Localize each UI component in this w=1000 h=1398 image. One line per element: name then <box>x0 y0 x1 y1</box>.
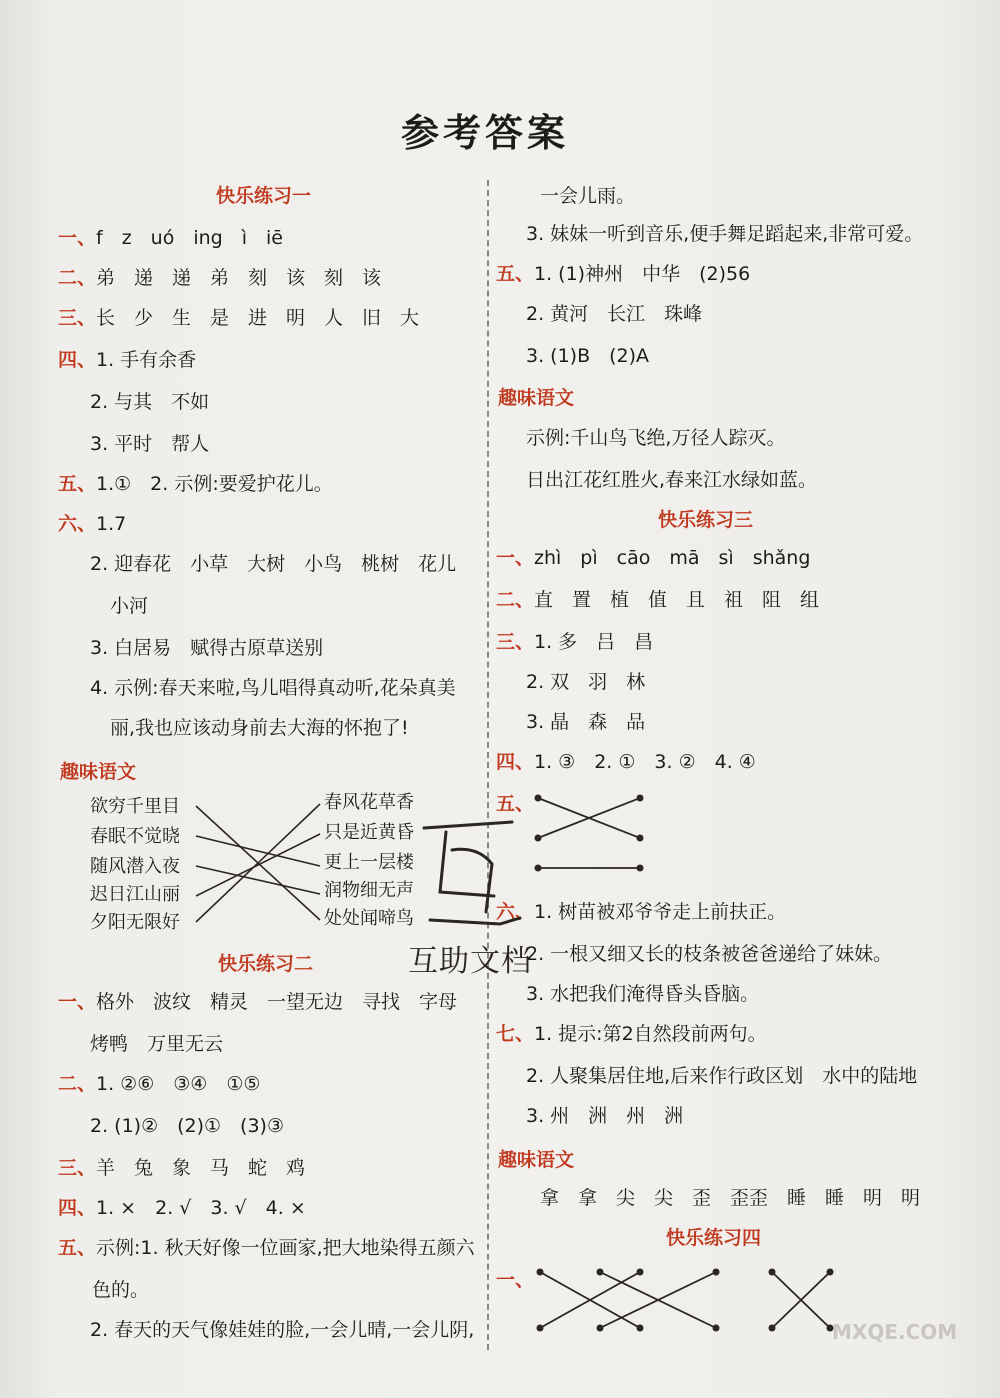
poem-right-line: 春风花草香 <box>324 792 414 813</box>
ex3-heading: 快乐练习三 <box>658 509 754 531</box>
ex2-heading: 快乐练习二 <box>218 953 314 975</box>
answer-line: 一、 <box>496 1269 535 1291</box>
poem-matching-lines <box>196 804 320 922</box>
answer-line: 3. 妹妹一听到音乐,便手舞足蹈起来,非常可爱。 <box>526 223 924 245</box>
ex1-heading: 快乐练习一 <box>216 185 312 207</box>
answer-line: 2. 与其 不如 <box>90 391 210 413</box>
poem-right-line: 处处闻啼鸟 <box>324 908 414 929</box>
answer-line: 七、1. 提示:第2自然段前两句。 <box>496 1023 767 1045</box>
answer-line: 四、1. 手有余香 <box>58 349 197 371</box>
answer-line: 2. (1)② (2)① (3)③ <box>90 1115 285 1137</box>
ex4-matching-lines <box>540 1272 830 1328</box>
answer-line: 五、1.① 2. 示例:要爱护花儿。 <box>58 473 333 495</box>
answer-line: 一、f z uó ing ì iē <box>58 227 283 249</box>
answer-line: 六、1.7 <box>58 513 127 535</box>
answer-line: 烤鸭 万里无云 <box>90 1033 224 1055</box>
answer-line: 2. 黄河 长江 珠峰 <box>526 303 703 325</box>
answer-line: 3. (1)B (2)A <box>526 345 650 367</box>
answer-line: 一会儿雨。 <box>540 185 636 207</box>
answer-line: 三、1. 多 吕 昌 <box>496 631 654 653</box>
answer-line: 一、zhì pì cāo mā sì shǎng <box>496 547 811 569</box>
answer-line: 拿 拿 尖 尖 歪 歪歪 睡 睡 明 明 <box>540 1187 921 1209</box>
answer-line: 3. 白居易 赋得古原草送别 <box>90 637 324 659</box>
handwritten-stamp-glyph <box>424 822 520 924</box>
answer-line: 日出江花红胜火,春来江水绿如蓝。 <box>526 469 818 491</box>
ex4-heading: 快乐练习四 <box>666 1227 762 1249</box>
answer-line: 丽,我也应该动身前去大海的怀抱了! <box>110 717 409 739</box>
answer-line: 2. 迎春花 小草 大树 小鸟 桃树 花儿 <box>90 553 457 575</box>
fun-chinese-heading: 趣味语文 <box>60 761 137 783</box>
poem-right-line: 润物细无声 <box>324 880 414 901</box>
poem-left-line: 春眠不觉晓 <box>90 826 180 847</box>
poem-right-line: 只是近黄昏 <box>324 822 414 843</box>
answer-line: 2. 人聚集居住地,后来作行政区划 水中的陆地 <box>526 1065 918 1087</box>
answer-line: 六、1. 树苗被邓爷爷走上前扶正。 <box>496 901 787 923</box>
answer-line: 3. 平时 帮人 <box>90 433 210 455</box>
poem-left-line: 欲穷千里目 <box>90 796 180 817</box>
answer-line: 2. 一根又细又长的枝条被爸爸递给了妹妹。 <box>526 943 893 965</box>
answer-line: 3. 州 洲 州 洲 <box>526 1105 684 1127</box>
page-title: 参考答案 <box>400 110 569 155</box>
answer-line: 四、1. × 2. √ 3. √ 4. × <box>58 1197 306 1219</box>
answer-line: 二、弟 递 递 弟 刻 该 刻 该 <box>58 267 382 289</box>
answer-line: 4. 示例:春天来啦,鸟儿唱得真动听,花朵真美 <box>90 677 456 699</box>
answer-line: 二、直 置 植 值 且 祖 阻 组 <box>496 589 820 611</box>
answer-line: 一、格外 波纹 精灵 一望无边 寻找 字母 <box>58 991 458 1013</box>
answer-line: 色的。 <box>92 1279 150 1301</box>
answer-line: 2. 春天的天气像娃娃的脸,一会儿晴,一会儿阴, <box>90 1319 475 1341</box>
answer-line: 三、羊 兔 象 马 蛇 鸡 <box>58 1157 306 1179</box>
poem-left-line: 夕阳无限好 <box>90 912 180 933</box>
poem-right-line: 更上一层楼 <box>324 852 414 873</box>
answer-line: 五、 <box>496 793 535 815</box>
fun-chinese-heading: 趣味语文 <box>498 1149 575 1171</box>
answer-line: 示例:千山鸟飞绝,万径人踪灭。 <box>526 427 786 449</box>
handwritten-stamp-text: 互助文档 <box>408 944 532 979</box>
ex3-matching-lines <box>538 798 640 868</box>
answer-line: 五、示例:1. 秋天好像一位画家,把大地染得五颜六 <box>58 1237 475 1259</box>
poem-left-line: 迟日江山丽 <box>90 884 180 905</box>
answer-line: 3. 水把我们淹得昏头昏脑。 <box>526 983 760 1005</box>
answer-line: 3. 晶 森 品 <box>526 711 646 733</box>
answer-line: 四、1. ③ 2. ① 3. ② 4. ④ <box>496 751 756 773</box>
poem-left-line: 随风潜入夜 <box>90 856 180 877</box>
watermark: MXQE.COM <box>832 1320 958 1344</box>
answer-line: 五、1. (1)神州 中华 (2)56 <box>496 263 751 285</box>
fun-chinese-heading: 趣味语文 <box>498 387 575 409</box>
ex4-matching-dots <box>537 1269 834 1332</box>
answer-line: 小河 <box>110 595 149 617</box>
answer-line: 二、1. ②⑥ ③④ ①⑤ <box>58 1073 261 1095</box>
answer-line: 三、长 少 生 是 进 明 人 旧 大 <box>58 307 420 329</box>
answer-line: 2. 双 羽 林 <box>526 671 646 693</box>
